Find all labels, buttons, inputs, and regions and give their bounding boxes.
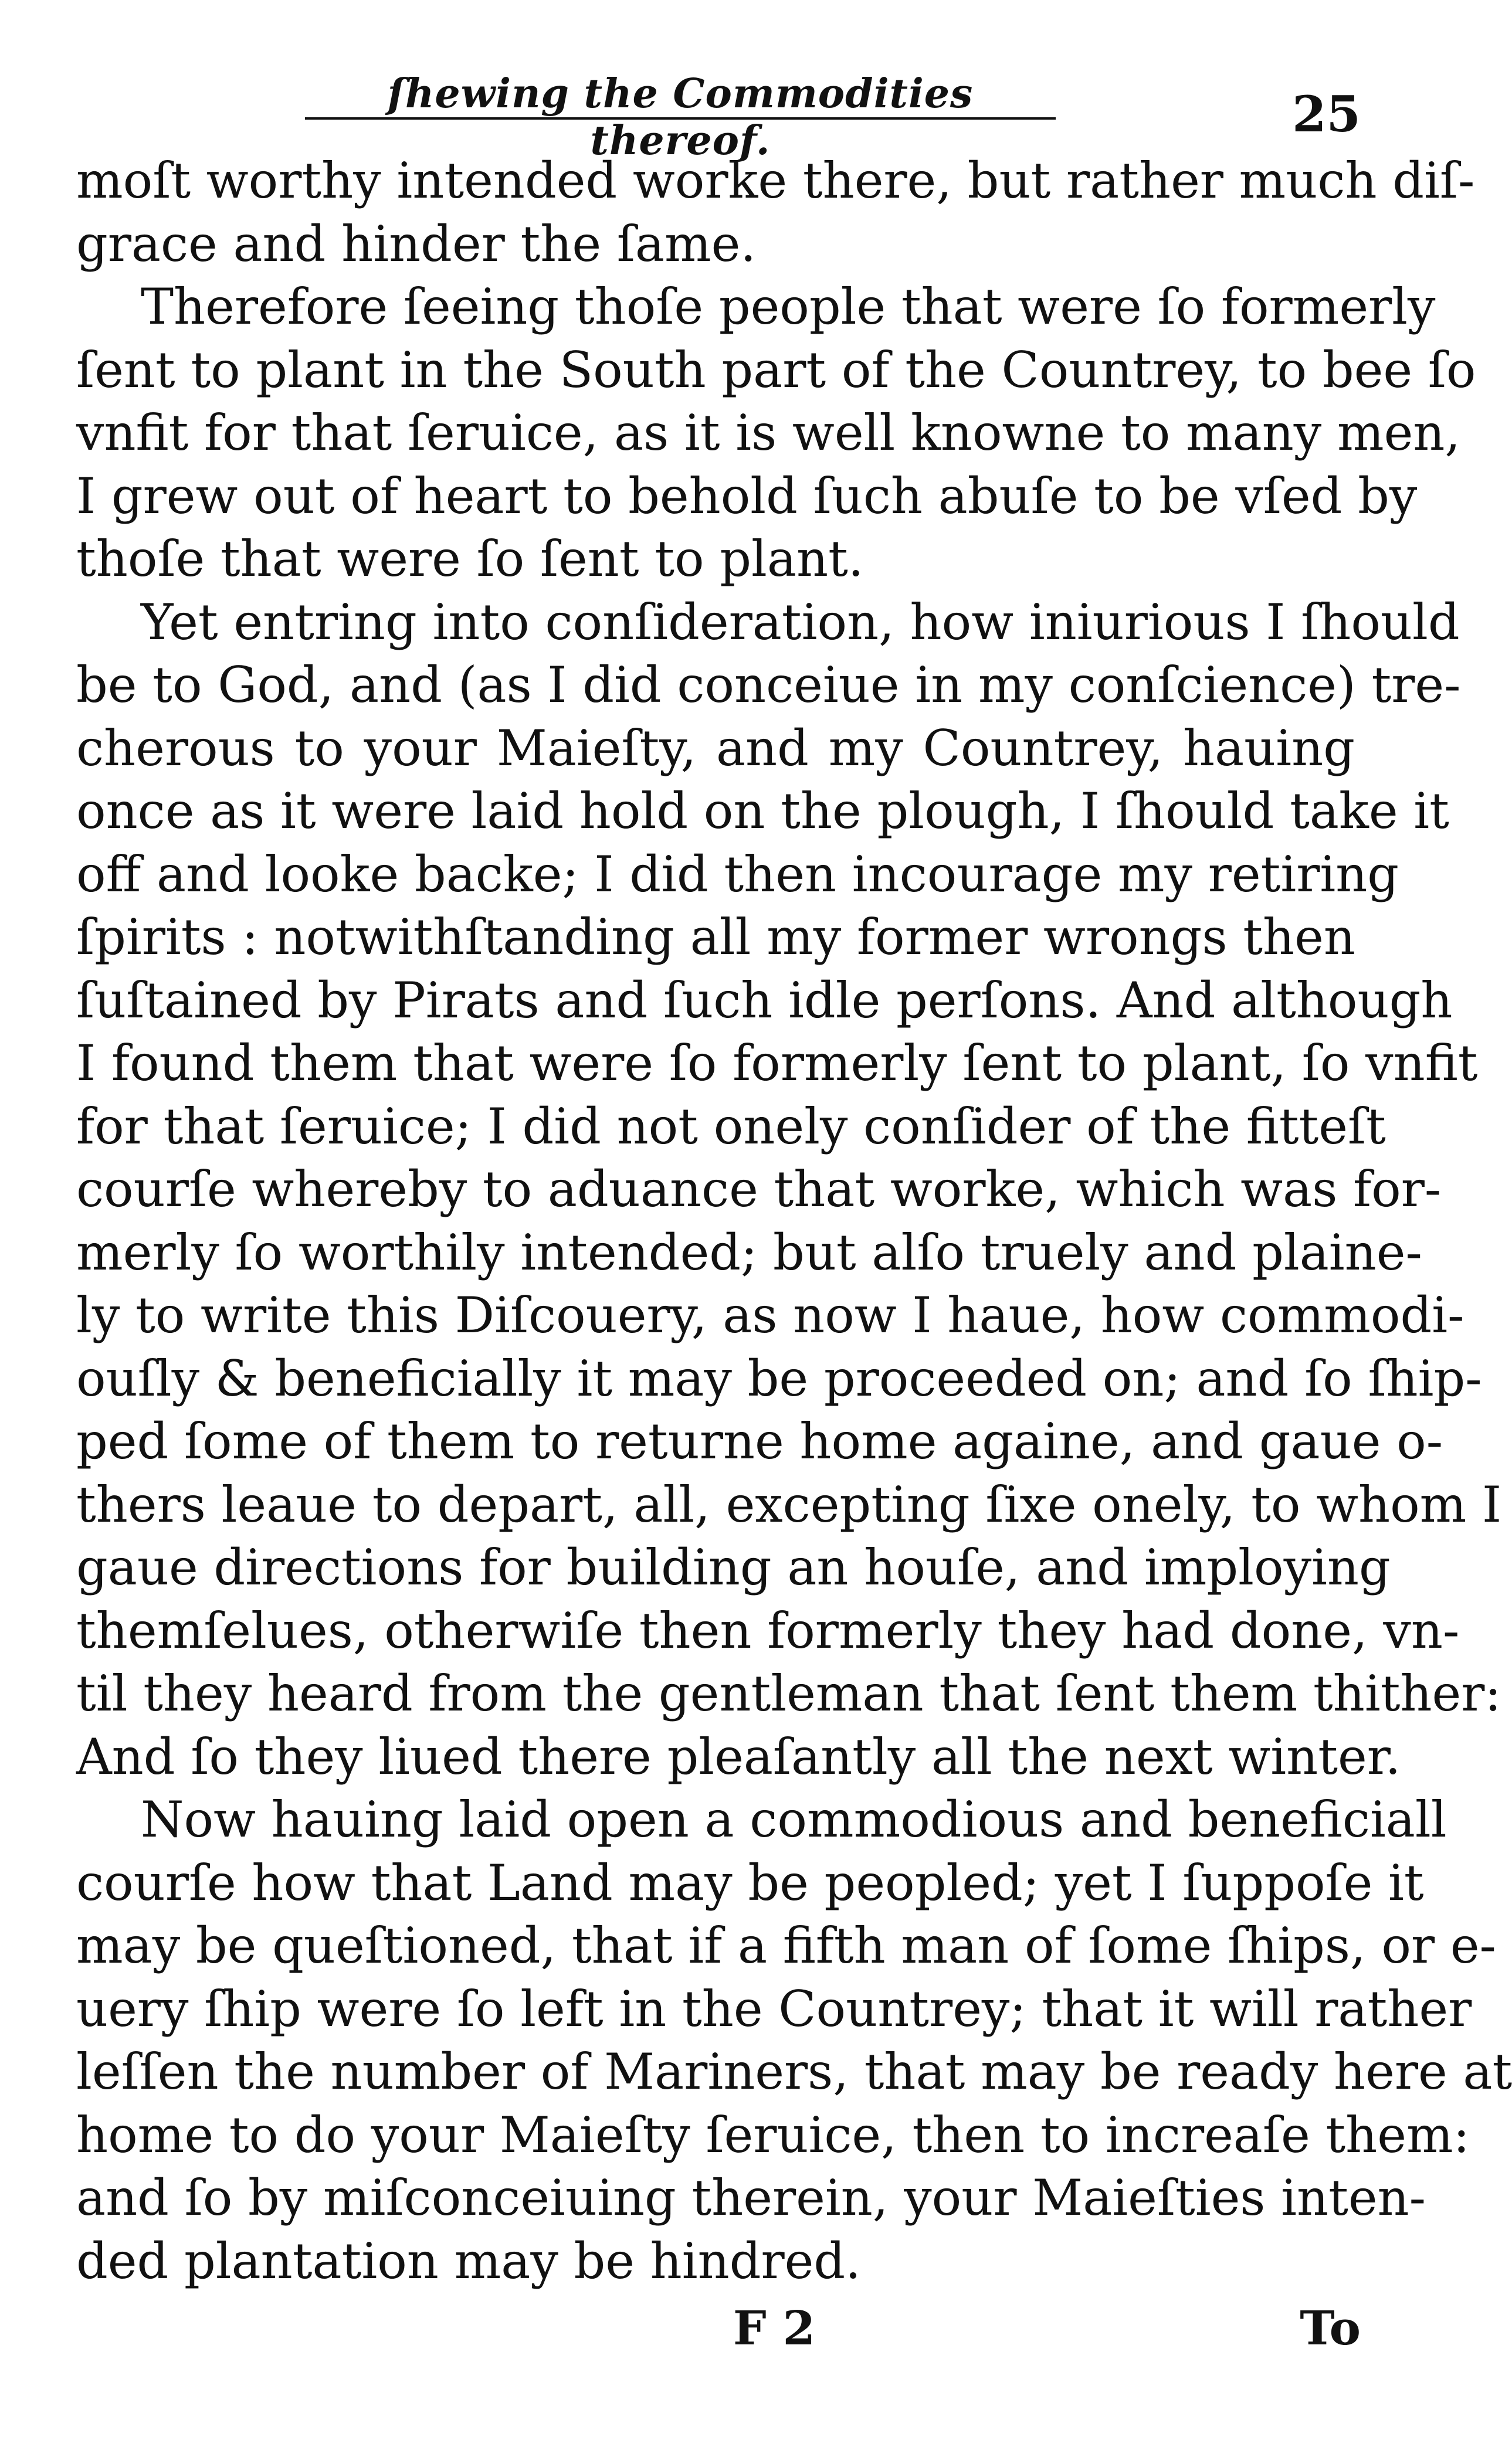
text-line: merly ſo worthily intended; but alſo truely and plaine- (76, 1223, 1422, 1281)
text-line: Therefore ſeeing thoſe people that were ſo formerly (141, 278, 1436, 335)
text-line: and ſo by miſconceiuing therein, your Maieſties inten- (76, 2169, 1426, 2227)
text-line: ly to write this Diſcouery, as now I haue, how commodi- (76, 1287, 1464, 1344)
text-line: And ſo they liued there pleaſantly all the next winter. (76, 1727, 1401, 1786)
text-line: ſuſtained by Pirats and ſuch idle perſons. And although (76, 971, 1453, 1029)
text-line: moſt worthy intended worke there, but rather much diſ- (76, 152, 1475, 209)
text-line: cherous to your Maieſty, and my Countrey, hauing (76, 719, 1355, 777)
text-line: ped ſome of them to returne home againe, and gaue o- (76, 1413, 1443, 1470)
text-line: ſpirits : notwithſtanding all my former wrongs then (76, 908, 1355, 966)
text-line: leſſen the number of Mariners, that may be ready here at (76, 2043, 1512, 2100)
text-line: home to do your Maieſty ſeruice, then to increaſe them: (76, 2106, 1470, 2164)
text-line: ouſly & beneficially it may be proceeded on; and ſo ſhip- (76, 1349, 1482, 1407)
text-line: til they heard from the gentleman that ſent them thither: (76, 1665, 1501, 1722)
text-line: courſe whereby to aduance that worke, which was for- (76, 1160, 1442, 1218)
catchword: To (1300, 2300, 1361, 2356)
text-line: courſe how that Land may be peopled; yet I ſuppoſe it (76, 1854, 1424, 1912)
text-line: thers leaue to depart, all, excepting ſixe onely, to whom I (76, 1475, 1502, 1533)
page-number: 25 (1292, 85, 1361, 143)
text-line: thoſe that were ſo ſent to plant. (76, 530, 864, 588)
text-line: Yet entring into conſideration, how iniurious I ſhould (141, 593, 1460, 651)
text-line: I found them that were ſo formerly ſent to plant, ſo vnfit (76, 1034, 1478, 1092)
text-line: Now hauing laid open a commodious and beneficiall (141, 1791, 1447, 1848)
text-line: for that ſeruice; I did not onely conſider of the fitteſt (76, 1097, 1386, 1155)
text-line: off and looke backe; I did then incourage my retiring (76, 845, 1399, 903)
text-line: grace and hinder the ſame. (76, 215, 757, 273)
text-line: once as it were laid hold on the plough, I ſhould take it (76, 782, 1449, 840)
text-line: I grew out of heart to behold ſuch abuſe to be vſed by (76, 467, 1418, 525)
body-text (76, 150, 1512, 2293)
text-line: vnfit for that ſeruice, as it is well knowne to many men, (76, 404, 1461, 461)
text-line: gaue directions for building an houſe, and imploying (76, 1539, 1391, 1596)
running-title: ſhewing the Commodities thereof. (305, 70, 1056, 120)
signature-mark: F 2 (733, 2300, 816, 2356)
text-line: ſent to plant in the South part of the Countrey, to bee ſo (76, 341, 1476, 399)
text-line: uery ſhip were ſo left in the Countrey; that it will rather (76, 1980, 1472, 2038)
text-line: ded plantation may be hindred. (76, 2232, 861, 2290)
text-line: themſelues, otherwiſe then formerly they had done, vn- (76, 1601, 1460, 1659)
text-line: may be queſtioned, that if a fifth man of ſome ſhips, or e- (76, 1917, 1496, 1974)
text-line: be to God, and (as I did conceiue in my conſcience) tre- (76, 656, 1461, 714)
